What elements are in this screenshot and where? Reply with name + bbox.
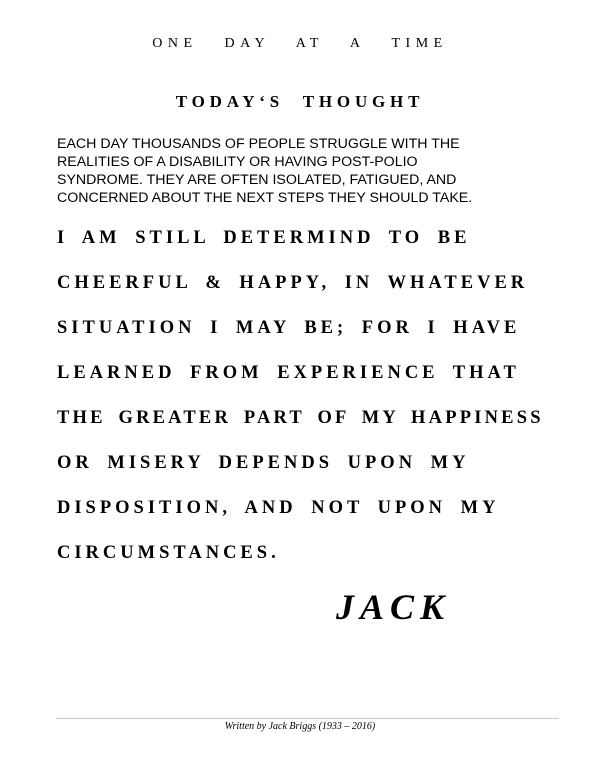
quote-line: CHEERFUL & HAPPY, IN WHATEVER	[57, 273, 529, 293]
quote-line: CIRCUMSTANCES.	[57, 543, 280, 563]
intro-paragraph	[57, 135, 557, 207]
quote-line: SITUATION I MAY BE; FOR I HAVE	[57, 318, 521, 338]
series-title: ONE DAY AT A TIME	[152, 36, 448, 51]
signature: JACK	[336, 587, 451, 627]
quote-line: DISPOSITION, AND NOT UPON MY	[57, 498, 500, 518]
intro-line: CONCERNED ABOUT THE NEXT STEPS THEY SHOULD TAKE.	[57, 190, 473, 206]
footer-divider	[56, 718, 559, 719]
footer-credit: Written by Jack Briggs (1933 – 2016)	[224, 721, 376, 732]
quote-block	[57, 226, 547, 586]
quote-line: LEARNED FROM EXPERIENCE THAT	[57, 363, 520, 383]
intro-line: REALITIES OF A DISABILITY OR HAVING POST-POLIO	[57, 154, 418, 170]
intro-line: EACH DAY THOUSANDS OF PEOPLE STRUGGLE WITH THE	[57, 136, 460, 152]
quote-line: OR MISERY DEPENDS UPON MY	[57, 453, 470, 473]
quote-line: I AM STILL DETERMIND TO BE	[57, 228, 471, 248]
quote-line: THE GREATER PART OF MY HAPPINESS	[57, 408, 544, 428]
section-title: TODAY‘S THOUGHT	[175, 92, 425, 111]
intro-line: SYNDROME. THEY ARE OFTEN ISOLATED, FATIGUED, AND	[57, 172, 457, 188]
